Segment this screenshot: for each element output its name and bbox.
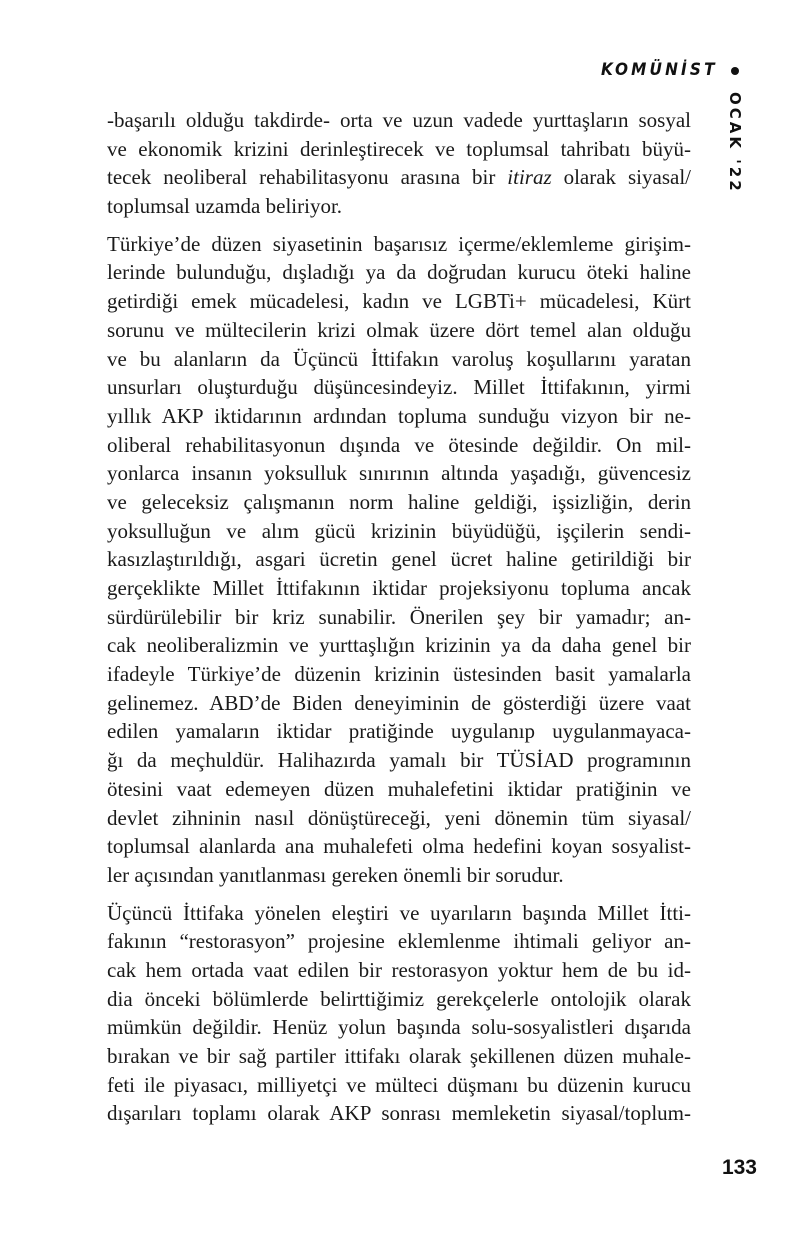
text-line: ve bu alanların da Üçüncü İttifakın varoluş koşullarını yaratan [107, 346, 691, 371]
text-line: toplumsal alanlarda ana muhalefeti olma hedefini koyan sosyalist- [107, 834, 691, 859]
text-line: gelinemez. ABD’de Biden deneyiminin de gösterdiği üzere vaat [107, 690, 691, 715]
text-line: yıllık AKP iktidarının ardından topluma sunduğu vizyon bir ne- [107, 403, 691, 428]
text-line: gerçeklikte Millet İttifakının iktidar projeksiyonu topluma ancak [107, 576, 691, 600]
text-line: unsurları oluşturduğu düşüncesindeyiz. Millet İttifakının, yirmi [107, 375, 691, 400]
text-line: ifadeyle Türkiye’de düzenin krizinin üstesinden basit yamalarla [107, 662, 691, 687]
running-head-publication: KOMÜNİST [601, 60, 718, 80]
text-line: mümkün değildir. Henüz yolun başında solu-sosyalistleri dışarıda [107, 1015, 691, 1040]
text-line: kasızlaştırıldığı, asgari ücretin genel ücret haline getirildiği bir [107, 547, 691, 572]
running-head-issue-date: OCAK '22 [726, 92, 744, 194]
text-line: Üçüncü İttifaka yönelen eleştiri ve uyarıların başında Millet İtti- [107, 900, 691, 925]
text-line: oliberal rehabilitasyonun dışında ve ötesinde değildir. On mil- [107, 432, 691, 457]
text-line: fakının “restorasyon” projesine eklemlenme ihtimali geliyor an- [107, 929, 691, 954]
italic-emphasis: itiraz [507, 165, 552, 190]
paragraph-1 [107, 106, 691, 221]
text-line: ğı da meçhuldür. Halihazırda yamalı bir TÜSİAD programının [107, 748, 691, 773]
text-line: ve ekonomik krizini derinleştirecek ve toplumsal tahribatı büyü- [107, 136, 691, 161]
text-line: bırakan ve bir sağ partiler ittifakı olarak şekillenen düzen muhale- [107, 1044, 691, 1068]
header-bullet-icon [731, 67, 739, 75]
text-line [107, 163, 691, 192]
text-line: getirdiği emek mücadelesi, kadın ve LGBTi+ mücadelesi, Kürt [107, 289, 691, 314]
article-body [107, 106, 691, 1137]
paragraph-2 [107, 230, 691, 890]
text-line: sürdürülebilir bir kriz sunabilir. Önerilen şey bir yamadır; an- [107, 604, 691, 629]
text-line: yoksulluğun ve alım gücü krizinin büyüdüğü, işçilerin sendi- [107, 518, 691, 543]
text-line: cak hem ortada vaat edilen bir restorasyon yoktur hem de bu id- [107, 957, 691, 982]
text-line: yonlarca insanın yoksulluk sınırının altında yaşadığı, güvencesiz [107, 461, 691, 486]
text-line: Türkiye’de düzen siyasetinin başarısız içerme/eklemleme girişim- [107, 231, 691, 256]
text-line: ve geleceksiz çalışmanın norm haline geldiği, işsizliğin, derin [107, 489, 691, 514]
text-line: lerinde bulunduğu, dışladığı ya da doğrudan kurucu öteki haline [107, 260, 691, 285]
text-line: dışarıları toplamı olarak AKP sonrası memleketin siyasal/toplum- [107, 1101, 691, 1126]
text-line: toplumsal uzamda beliriyor. [107, 194, 343, 219]
text-line: sorunu ve mültecilerin krizi olmak üzere dört temel alan olduğu [107, 317, 691, 342]
text-line: cak neoliberalizmin ve yurttaşlığın krizinin ya da daha genel bir [107, 633, 691, 658]
text-fragment: olarak siyasal/ [551, 165, 692, 190]
text-line: ötesini vaat edemeyen düzen muhalefetini iktidar pratiğinin ve [107, 776, 691, 801]
text-line: dia önceki bölümlerde belirttiğimiz gerekçelerle ontolojik olarak [107, 986, 691, 1011]
text-line: devlet zihninin nasıl dönüştüreceği, yeni dönemin tüm siyasal/ [107, 805, 691, 830]
text-line: ler açısından yanıtlanması gereken önemli bir sorudur. [107, 862, 564, 887]
page-number: 133 [721, 1156, 757, 1179]
text-line: feti ile piyasacı, milliyetçi ve mülteci düşmanı bu düzenin kurucu [107, 1072, 691, 1097]
text-line: -başarılı olduğu takdirde- orta ve uzun vadede yurttaşların sosyal [107, 108, 691, 132]
paragraph-3 [107, 899, 691, 1129]
text-line: edilen yamaların iktidar pratiğinde uygulanıp uygulanmayaca- [107, 719, 691, 744]
text-fragment: tecek neoliberal rehabilitasyonu arasına bir [107, 165, 508, 190]
